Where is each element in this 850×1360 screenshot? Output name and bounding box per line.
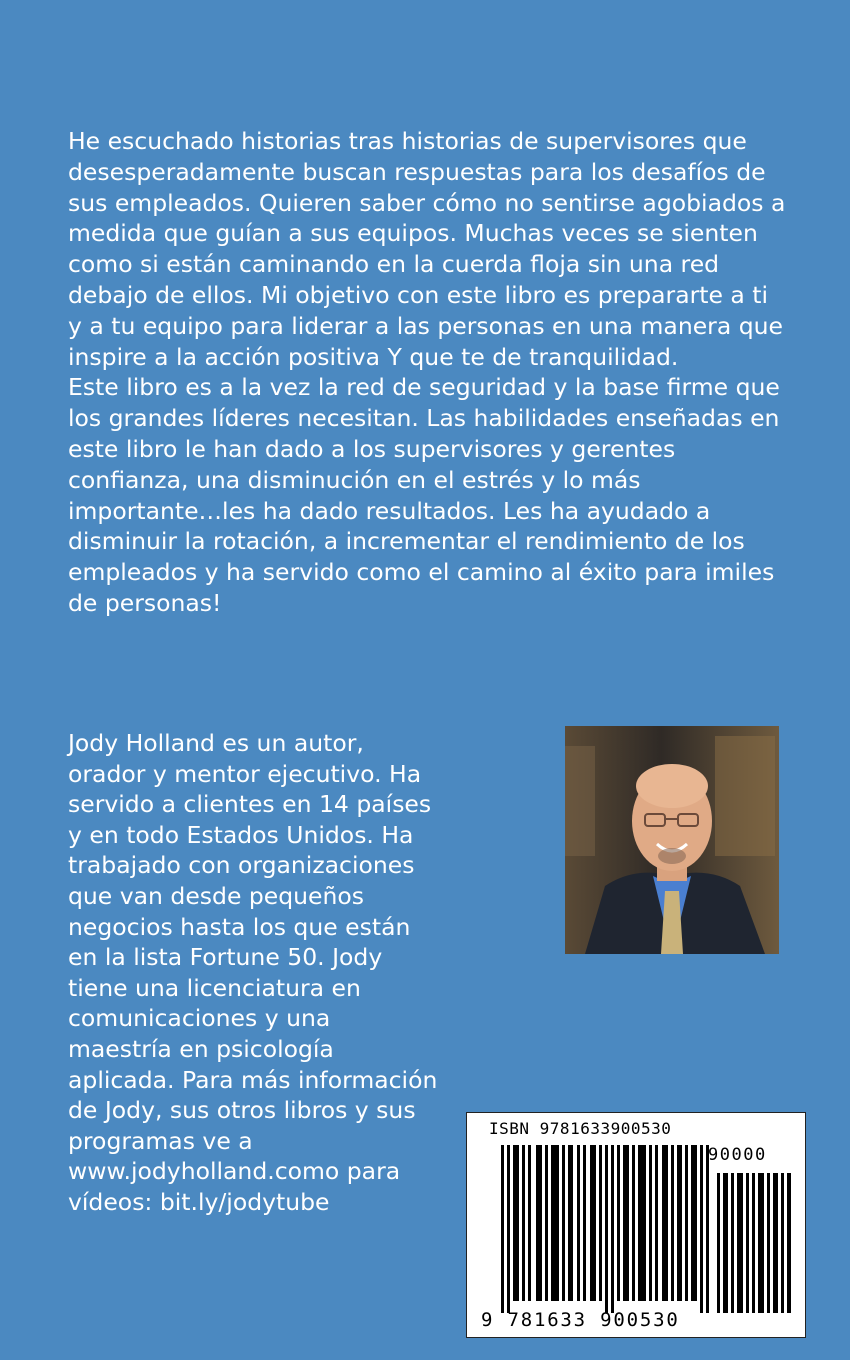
isbn-label: ISBN 9781633900530 xyxy=(489,1119,672,1138)
isbn-digits: 9 781633 900530 xyxy=(481,1309,680,1331)
author-bio: Jody Holland es un autor, orador y mentor ejecutivo. Ha servido a clientes en 14 países y en todo Estados Unidos. Ha trabajado con organizaciones que van desde pequeños negocios hasta los que están en la lista Fortune 50. Jody tiene una licenciatura en comunicaciones y una maestría en psicología aplicada. Para más información de Jody, sus otros libros y sus programas ve a www.jodyholland.como para vídeos: bit.ly/jodytube xyxy=(68,729,438,1216)
back-cover-blurb xyxy=(68,126,788,619)
blurb-paragraph-1: He escuchado historias tras historias de supervisores que desesperadamente buscan respuestas para los desafíos de sus empleados. Quieren saber cómo no sentirse agobiados a medida que guían a sus equipos. Muchas veces se sienten como si están caminando en la cuerda floja sin una red debajo de ellos. Mi objetivo con este libro es prepararte a ti y a tu equipo para liderar a las personas en una manera que inspire a la acción positiva Y que te de tranquilidad. xyxy=(68,127,786,371)
price-code: 90000 xyxy=(708,1145,767,1165)
isbn-barcode xyxy=(466,1112,806,1338)
author-photo xyxy=(565,726,779,954)
blurb-paragraph-2: Este libro es a la vez la red de seguridad y la base firme que los grandes líderes necesitan. Las habilidades enseñadas en este libro le han dado a los supervisores y gerentes confianza, una disminución en el estrés y lo más importante…les ha dado resultados. Les ha ayudado a disminuir la rotación, a incrementar el rendimiento de los empleados y ha servido como el camino al éxito para imiles de personas! xyxy=(68,373,780,617)
